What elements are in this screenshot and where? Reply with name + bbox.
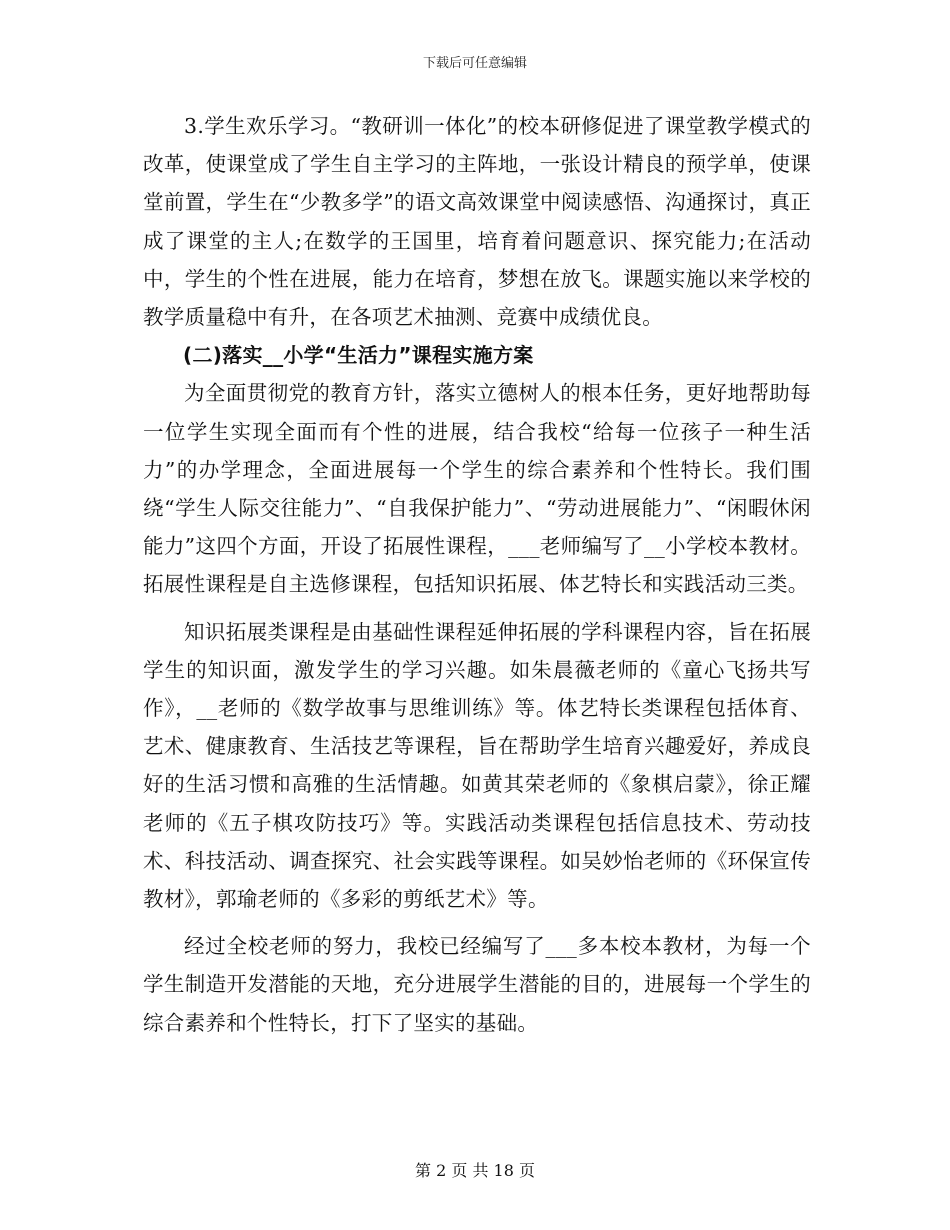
paragraph-conclusion: 经过全校老师的努力，我校已经编写了___多本校本教材，为每一个学生制造开发潜能的天地，充分进展学生潜能的目的，进展每一个学生的综合素养和个性特长，打下了坚实的基础。 <box>143 934 811 1035</box>
paragraph-curriculum-plan: 为全面贯彻党的教育方针，落实立德树人的根本任务，更好地帮助每一位学生实现全面而有个性的进展，结合我校“给每一位孩子一种生活力”的办学理念，全面进展每一个学生的综合素养和个性特长。我们围绕“学生人际交往能力”、“自我保护能力”、“劳动进展能力”、“闲暇休闲能力”这四个方面，开设了拓展性课程，___老师编写了__小学校本教材。拓展性课程是自主选修课程，包括知识拓展、体艺特长和实践活动三类。 <box>143 381 811 597</box>
page-header-note: 下载后可任意编辑 <box>422 56 527 71</box>
paragraph-student-learning: 3.学生欢乐学习。“教研训一体化”的校本研修促进了课堂教学模式的改革，使课堂成了学生自主学习的主阵地，一张设计精良的预学单，使课堂前置，学生在“少教多学”的语文高效课堂中阅读感悟、沟通探讨，真正成了课堂的主人;在数学的王国里，培育着问题意识、探究能力;在活动中，学生的个性在进展，能力在培育，梦想在放飞。课题实施以来学校的教学质量稳中有升，在各项艺术抽测、竞赛中成绩优良。 <box>143 114 811 330</box>
section-heading: (二)落实__小学“生活力”课程实施方案 <box>183 343 534 368</box>
page-number: 第 2 页 共 18 页 <box>415 1161 535 1180</box>
document-body <box>143 107 811 1042</box>
paragraph-course-types: 知识拓展类课程是由基础性课程延伸拓展的学科课程内容，旨在拓展学生的知识面，激发学生的学习兴趣。如朱晨薇老师的《童心飞扬共写作》，__老师的《数学故事与思维训练》等。体艺特长类课程包括体育、艺术、健康教育、生活技艺等课程，旨在帮助学生培育兴趣爱好，养成良好的生活习惯和高雅的生活情趣。如黄其荣老师的《象棋启蒙》，徐正耀老师的《五子棋攻防技巧》等。实践活动类课程包括信息技术、劳动技术、科技活动、调查探究、社会实践等课程。如吴妙怡老师的《环保宣传教材》，郭瑜老师的《多彩的剪纸艺术》等。 <box>143 619 811 912</box>
